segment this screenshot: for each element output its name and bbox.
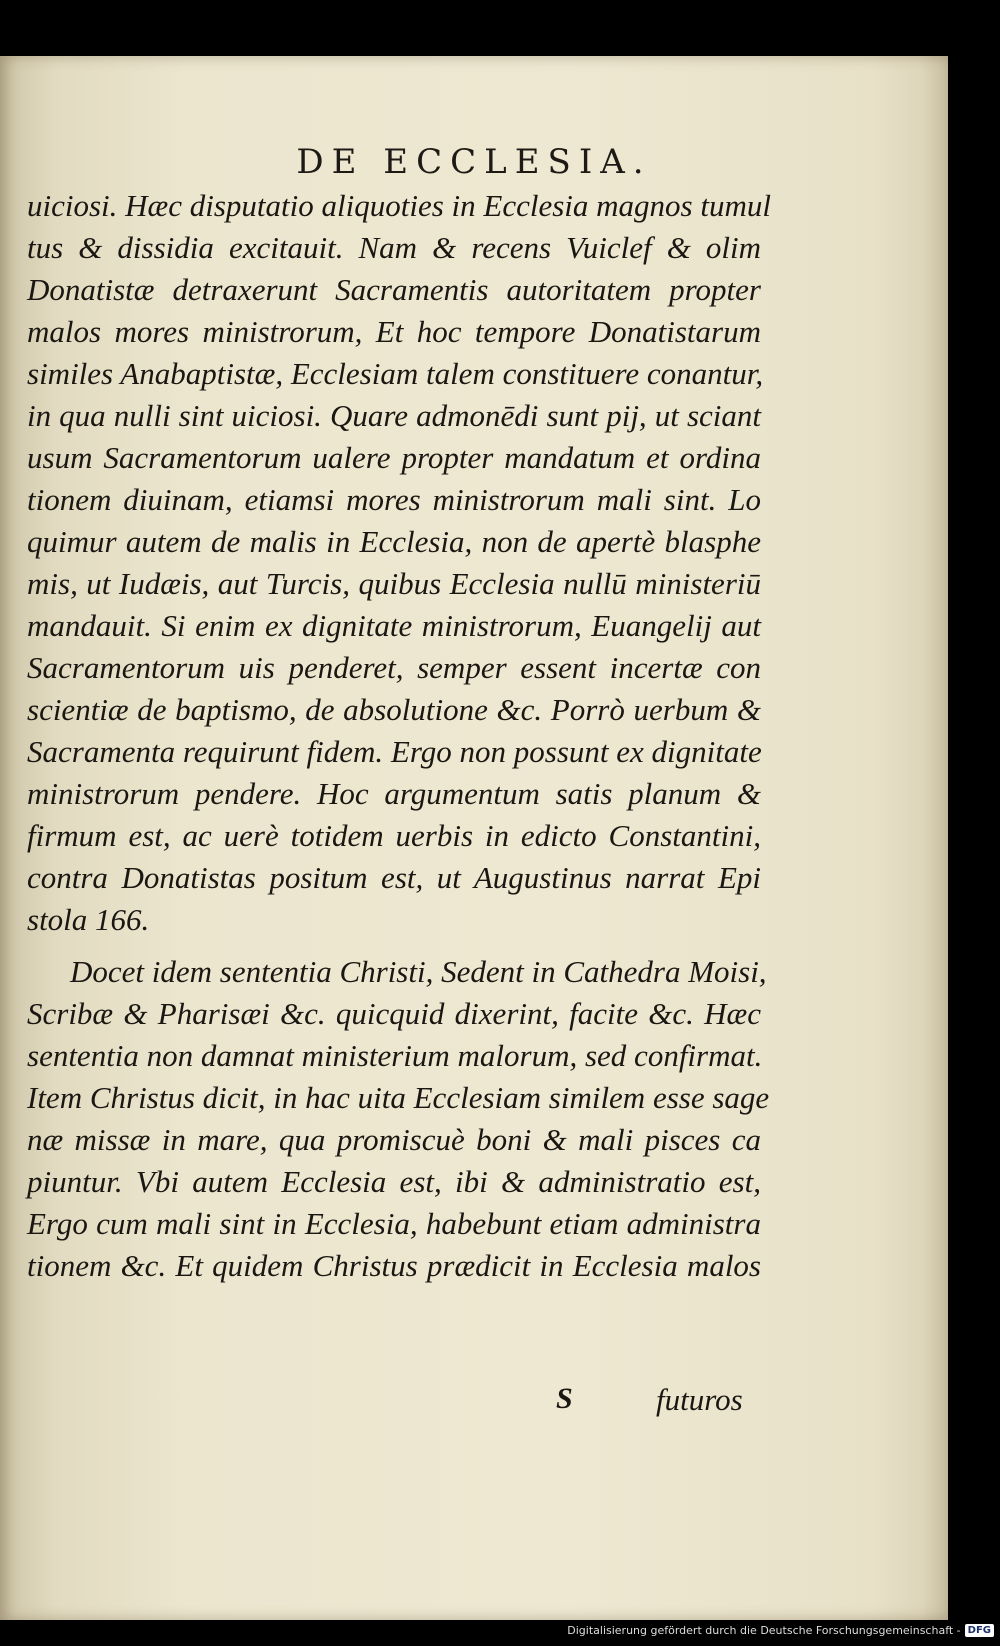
text-line: contra Donatistas positum est, ut Augustinus narrat Epi [27, 860, 761, 895]
text-line: mandauit. Si enim ex dignitate ministrorum, Euangelij aut [27, 608, 761, 643]
text-line: tionem &c. Et quidem Christus prædicit in Ecclesia malos [27, 1248, 761, 1283]
text-line: Docet idem sententia Christi, Sedent in Cathedra Moisi, [70, 954, 767, 989]
text-line: Item Christus dicit, in hac uita Ecclesiam similem esse sage [27, 1080, 770, 1115]
dfg-logo: DFG [965, 1624, 994, 1637]
text-line: sententia non damnat ministerium malorum, sed confirmat. [27, 1038, 763, 1073]
text-line: quimur autem de malis in Ecclesia, non de apertè blasphe [27, 524, 761, 559]
text-line: similes Anabaptistæ, Ecclesiam talem constituere conantur, [27, 356, 764, 391]
text-line: Ergo cum mali sint in Ecclesia, habebunt etiam administra [27, 1206, 761, 1241]
text-line: næ missæ in mare, qua promiscuè boni & mali pisces ca [27, 1122, 761, 1157]
book-page [0, 56, 948, 1620]
text-line: usum Sacramentorum ualere propter mandatum et ordina [27, 440, 761, 475]
funding-credit [567, 1620, 994, 1640]
text-line: ministrorum pendere. Hoc argumentum satis planum & [27, 776, 761, 811]
text-line: in qua nulli sint uiciosi. Quare admonēdi sunt pij, ut sciant [27, 398, 761, 433]
text-line: Sacramenta requirunt fidem. Ergo non possunt ex dignitate [27, 734, 762, 769]
text-line: scientiæ de baptismo, de absolutione &c. Porrò uerbum & [27, 692, 761, 727]
text-line: uiciosi. Hæc disputatio aliquoties in Ecclesia magnos tumul [27, 188, 771, 223]
text-line: tus & dissidia excitauit. Nam & recens Vuiclef & olim [27, 230, 761, 265]
catchword: futuros [656, 1382, 743, 1417]
text-line: Sacramentorum uis penderet, semper essent incertæ con [27, 650, 761, 685]
running-head: DE ECCLESIA. [296, 142, 652, 182]
credit-text: Digitalisierung gefördert durch die Deutsche Forschungsgemeinschaft - [567, 1623, 961, 1637]
text-line: stola 166. [27, 902, 150, 937]
text-line: malos mores ministrorum, Et hoc tempore Donatistarum [27, 314, 761, 349]
signature-mark: S [556, 1382, 573, 1415]
text-line: piuntur. Vbi autem Ecclesia est, ibi & administratio est, [27, 1164, 761, 1199]
text-line: firmum est, ac uerè totidem uerbis in edicto Constantini, [27, 818, 761, 853]
text-line: mis, ut Iudæis, aut Turcis, quibus Ecclesia nullū ministeriū [27, 566, 761, 601]
text-line: tionem diuinam, etiamsi mores ministrorum mali sint. Lo [27, 482, 761, 517]
page-footer [0, 1382, 948, 1422]
text-line: Donatistæ detraxerunt Sacramentis autoritatem propter [27, 272, 761, 307]
text-line: Scribæ & Pharisæi &c. quicquid dixerint, facite &c. Hæc [27, 996, 761, 1031]
